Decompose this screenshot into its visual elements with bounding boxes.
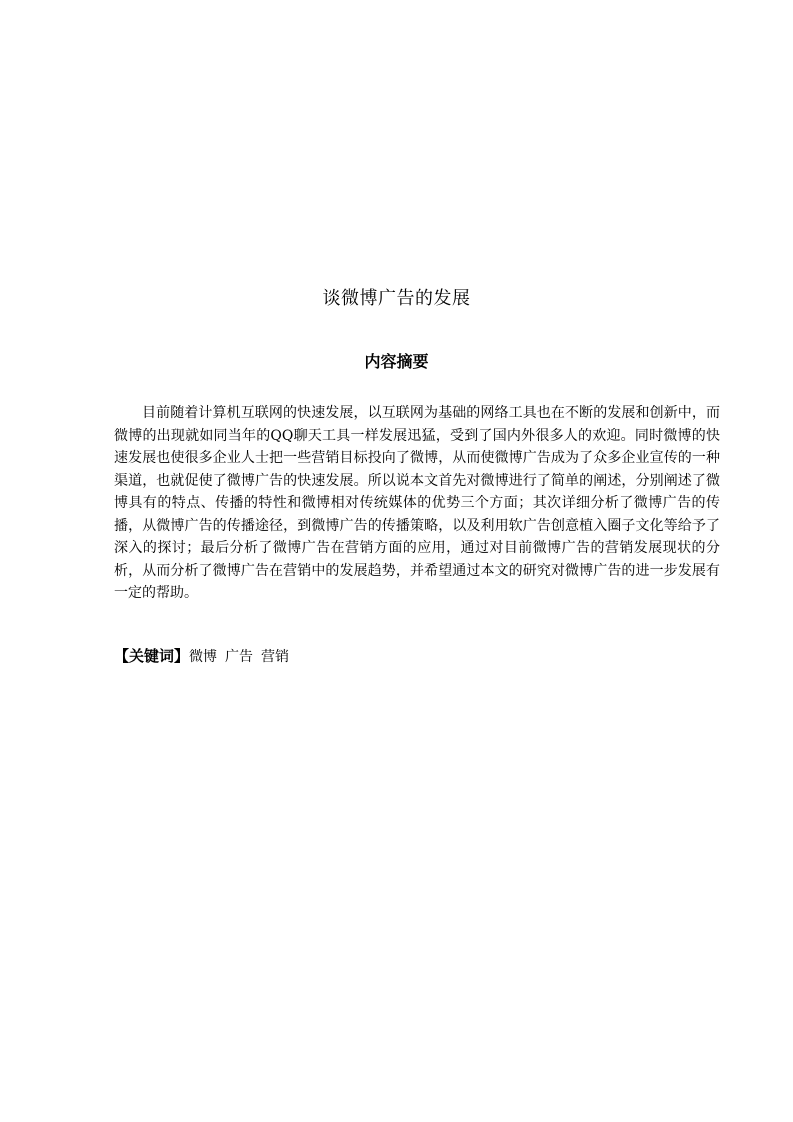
abstract-body: 目前随着计算机互联网的快速发展，以互联网为基础的网络工具也在不断的发展和创新中，而微博的出现就如同当年的QQ聊天工具一样发展迅猛，受到了国内外很多人的欢迎。同时微博的快速发展也使很多企业人士把一些营销目标投向了微博，从而使微博广告成为了众多企业宣传的一种渠道，也就促使了微博广告的快速发展。所以说本文首先对微博进行了简单的阐述，分别阐述了微博具有的特点、传播的特性和微博相对传统媒体的优势三个方面；其次详细分析了微博广告的传播，从微博广告的传播途径，到微博广告的传播策略，以及利用软广告创意植入圈子文化等给予了深入的探讨；最后分析了微博广告在营销方面的应用，通过对目前微博广告的营销发展现状的分析，从而分析了微博广告在营销中的发展趋势，并希望通过本文的研究对微博广告的进一步发展有一定的帮助。 (114, 405, 720, 601)
keywords-label: 【关键词】 (114, 647, 190, 665)
keyword: 营销 (261, 649, 290, 665)
abstract-heading: 内容摘要 (364, 352, 429, 371)
page-title: 谈微博广告的发展 (322, 288, 471, 309)
keyword: 广告 (225, 649, 254, 665)
keyword: 微博 (189, 649, 218, 665)
keywords-line (114, 645, 720, 668)
